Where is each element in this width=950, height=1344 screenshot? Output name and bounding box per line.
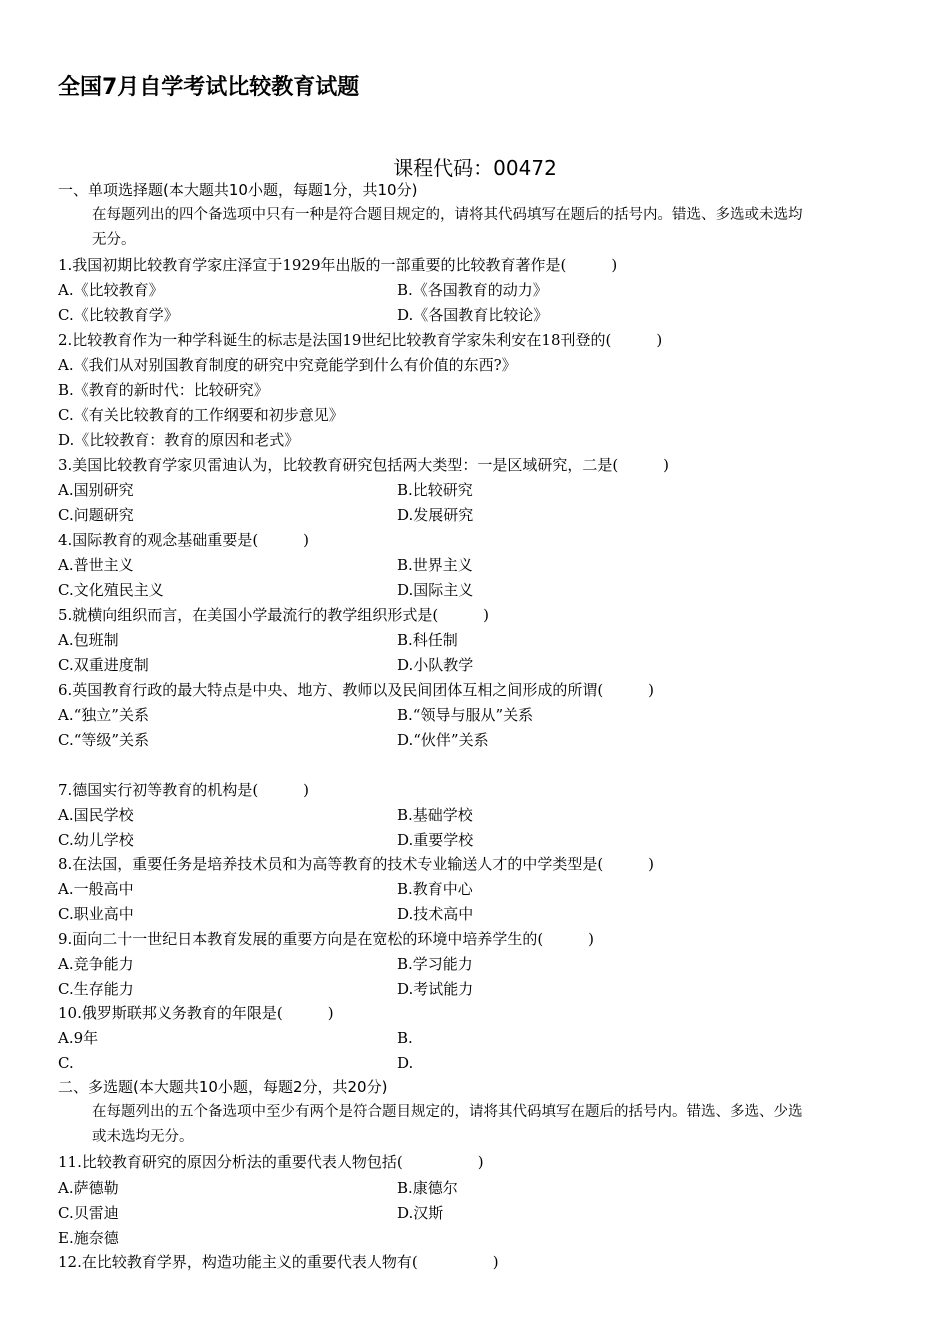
option: A.竞争能力	[58, 955, 134, 973]
option: C.贝雷迪	[58, 1204, 119, 1222]
section-instruction: 在每题列出的四个备选项中只有一种是符合题目规定的，请将其代码填写在题后的括号内。错选、多选或未选均	[92, 207, 803, 223]
option: B.世界主义	[397, 556, 473, 574]
option: D.技术高中	[397, 905, 474, 923]
option: C.文化殖民主义	[58, 581, 164, 599]
question-stem: 9.面向二十一世纪日本教育发展的重要方向是在宽松的环境中培养学生的( )	[58, 930, 595, 948]
section-instruction: 或未选均无分。	[92, 1129, 194, 1145]
option: C.问题研究	[58, 506, 134, 524]
option: D.《各国教育比较论》	[397, 306, 549, 324]
course-code: 课程代码：00472	[393, 156, 557, 180]
option: C.生存能力	[58, 980, 134, 998]
question-stem: 3.美国比较教育学家贝雷迪认为，比较教育研究包括两大类型：一是区域研究，二是( )	[58, 456, 670, 474]
option: D.汉斯	[397, 1204, 444, 1222]
option: A.萨德勒	[58, 1179, 119, 1197]
option: D.国际主义	[397, 581, 474, 599]
option: E.施奈德	[58, 1229, 119, 1247]
section-heading: 一、单项选择题(本大题共10小题，每题1分，共10分)	[58, 181, 418, 199]
option: D.小队教学	[397, 656, 474, 674]
option: D.重要学校	[397, 831, 474, 849]
option: A.包班制	[58, 631, 119, 649]
option: D.发展研究	[397, 506, 474, 524]
option: C.职业高中	[58, 905, 134, 923]
question-stem: 11.比较教育研究的原因分析法的重要代表人物包括( )	[58, 1153, 484, 1171]
option: B.《各国教育的动力》	[397, 281, 548, 299]
question-stem: 12.在比较教育学界，构造功能主义的重要代表人物有( )	[58, 1253, 499, 1271]
section-heading: 二、多选题(本大题共10小题，每题2分，共20分)	[58, 1078, 388, 1096]
question-stem: 10.俄罗斯联邦义务教育的年限是( )	[58, 1004, 334, 1022]
option: C.“等级”关系	[58, 731, 150, 749]
question-stem: 7.德国实行初等教育的机构是( )	[58, 781, 310, 799]
option: C.《有关比较教育的工作纲要和初步意见》	[58, 406, 344, 424]
option: C.双重进度制	[58, 656, 149, 674]
question-stem: 8.在法国，重要任务是培养技术员和为高等教育的技术专业输送人才的中学类型是( )	[58, 855, 655, 873]
option: D.	[397, 1054, 414, 1072]
option: A.9年	[58, 1029, 99, 1047]
option: B.康德尔	[397, 1179, 458, 1197]
option: A.“独立”关系	[58, 706, 149, 724]
question-stem: 2.比较教育作为一种学科诞生的标志是法国19世纪比较教育学家朱利安在18刊登的( )	[58, 331, 663, 349]
page-title: 全国7月自学考试比较教育试题	[58, 75, 360, 100]
section-instruction: 无分。	[92, 232, 136, 248]
option: A.《比较教育》	[58, 281, 164, 299]
question-stem: 4.国际教育的观念基础重要是( )	[58, 531, 310, 549]
option: B.学习能力	[397, 955, 473, 973]
option: B.比较研究	[397, 481, 473, 499]
option: B.“领导与服从”关系	[397, 706, 534, 724]
question-stem: 6.英国教育行政的最大特点是中央、地方、教师以及民间团体互相之间形成的所谓( )	[58, 681, 655, 699]
option: D.《比较教育：教育的原因和老式》	[58, 431, 300, 449]
question-stem: 5.就横向组织而言，在美国小学最流行的教学组织形式是( )	[58, 606, 490, 624]
option: B.教育中心	[397, 880, 473, 898]
section-instruction: 在每题列出的五个备选项中至少有两个是符合题目规定的，请将其代码填写在题后的括号内。错选、多选、少选	[92, 1104, 803, 1120]
question-stem: 1.我国初期比较教育学家庄泽宣于1929年出版的一部重要的比较教育著作是( )	[58, 256, 618, 274]
option: B.《教育的新时代：比较研究》	[58, 381, 269, 399]
option: B.	[397, 1029, 413, 1047]
option: C.	[58, 1054, 74, 1072]
option: A.国别研究	[58, 481, 134, 499]
option: D.考试能力	[397, 980, 474, 998]
option: A.国民学校	[58, 806, 134, 824]
option: A.《我们从对别国教育制度的研究中究竟能学到什么有价值的东西?》	[58, 356, 517, 374]
option: A.普世主义	[58, 556, 134, 574]
option: B.基础学校	[397, 806, 473, 824]
option: C.幼儿学校	[58, 831, 134, 849]
option: B.科任制	[397, 631, 458, 649]
option: A.一般高中	[58, 880, 134, 898]
option: D.“伙伴”关系	[397, 731, 489, 749]
option: C.《比较教育学》	[58, 306, 179, 324]
